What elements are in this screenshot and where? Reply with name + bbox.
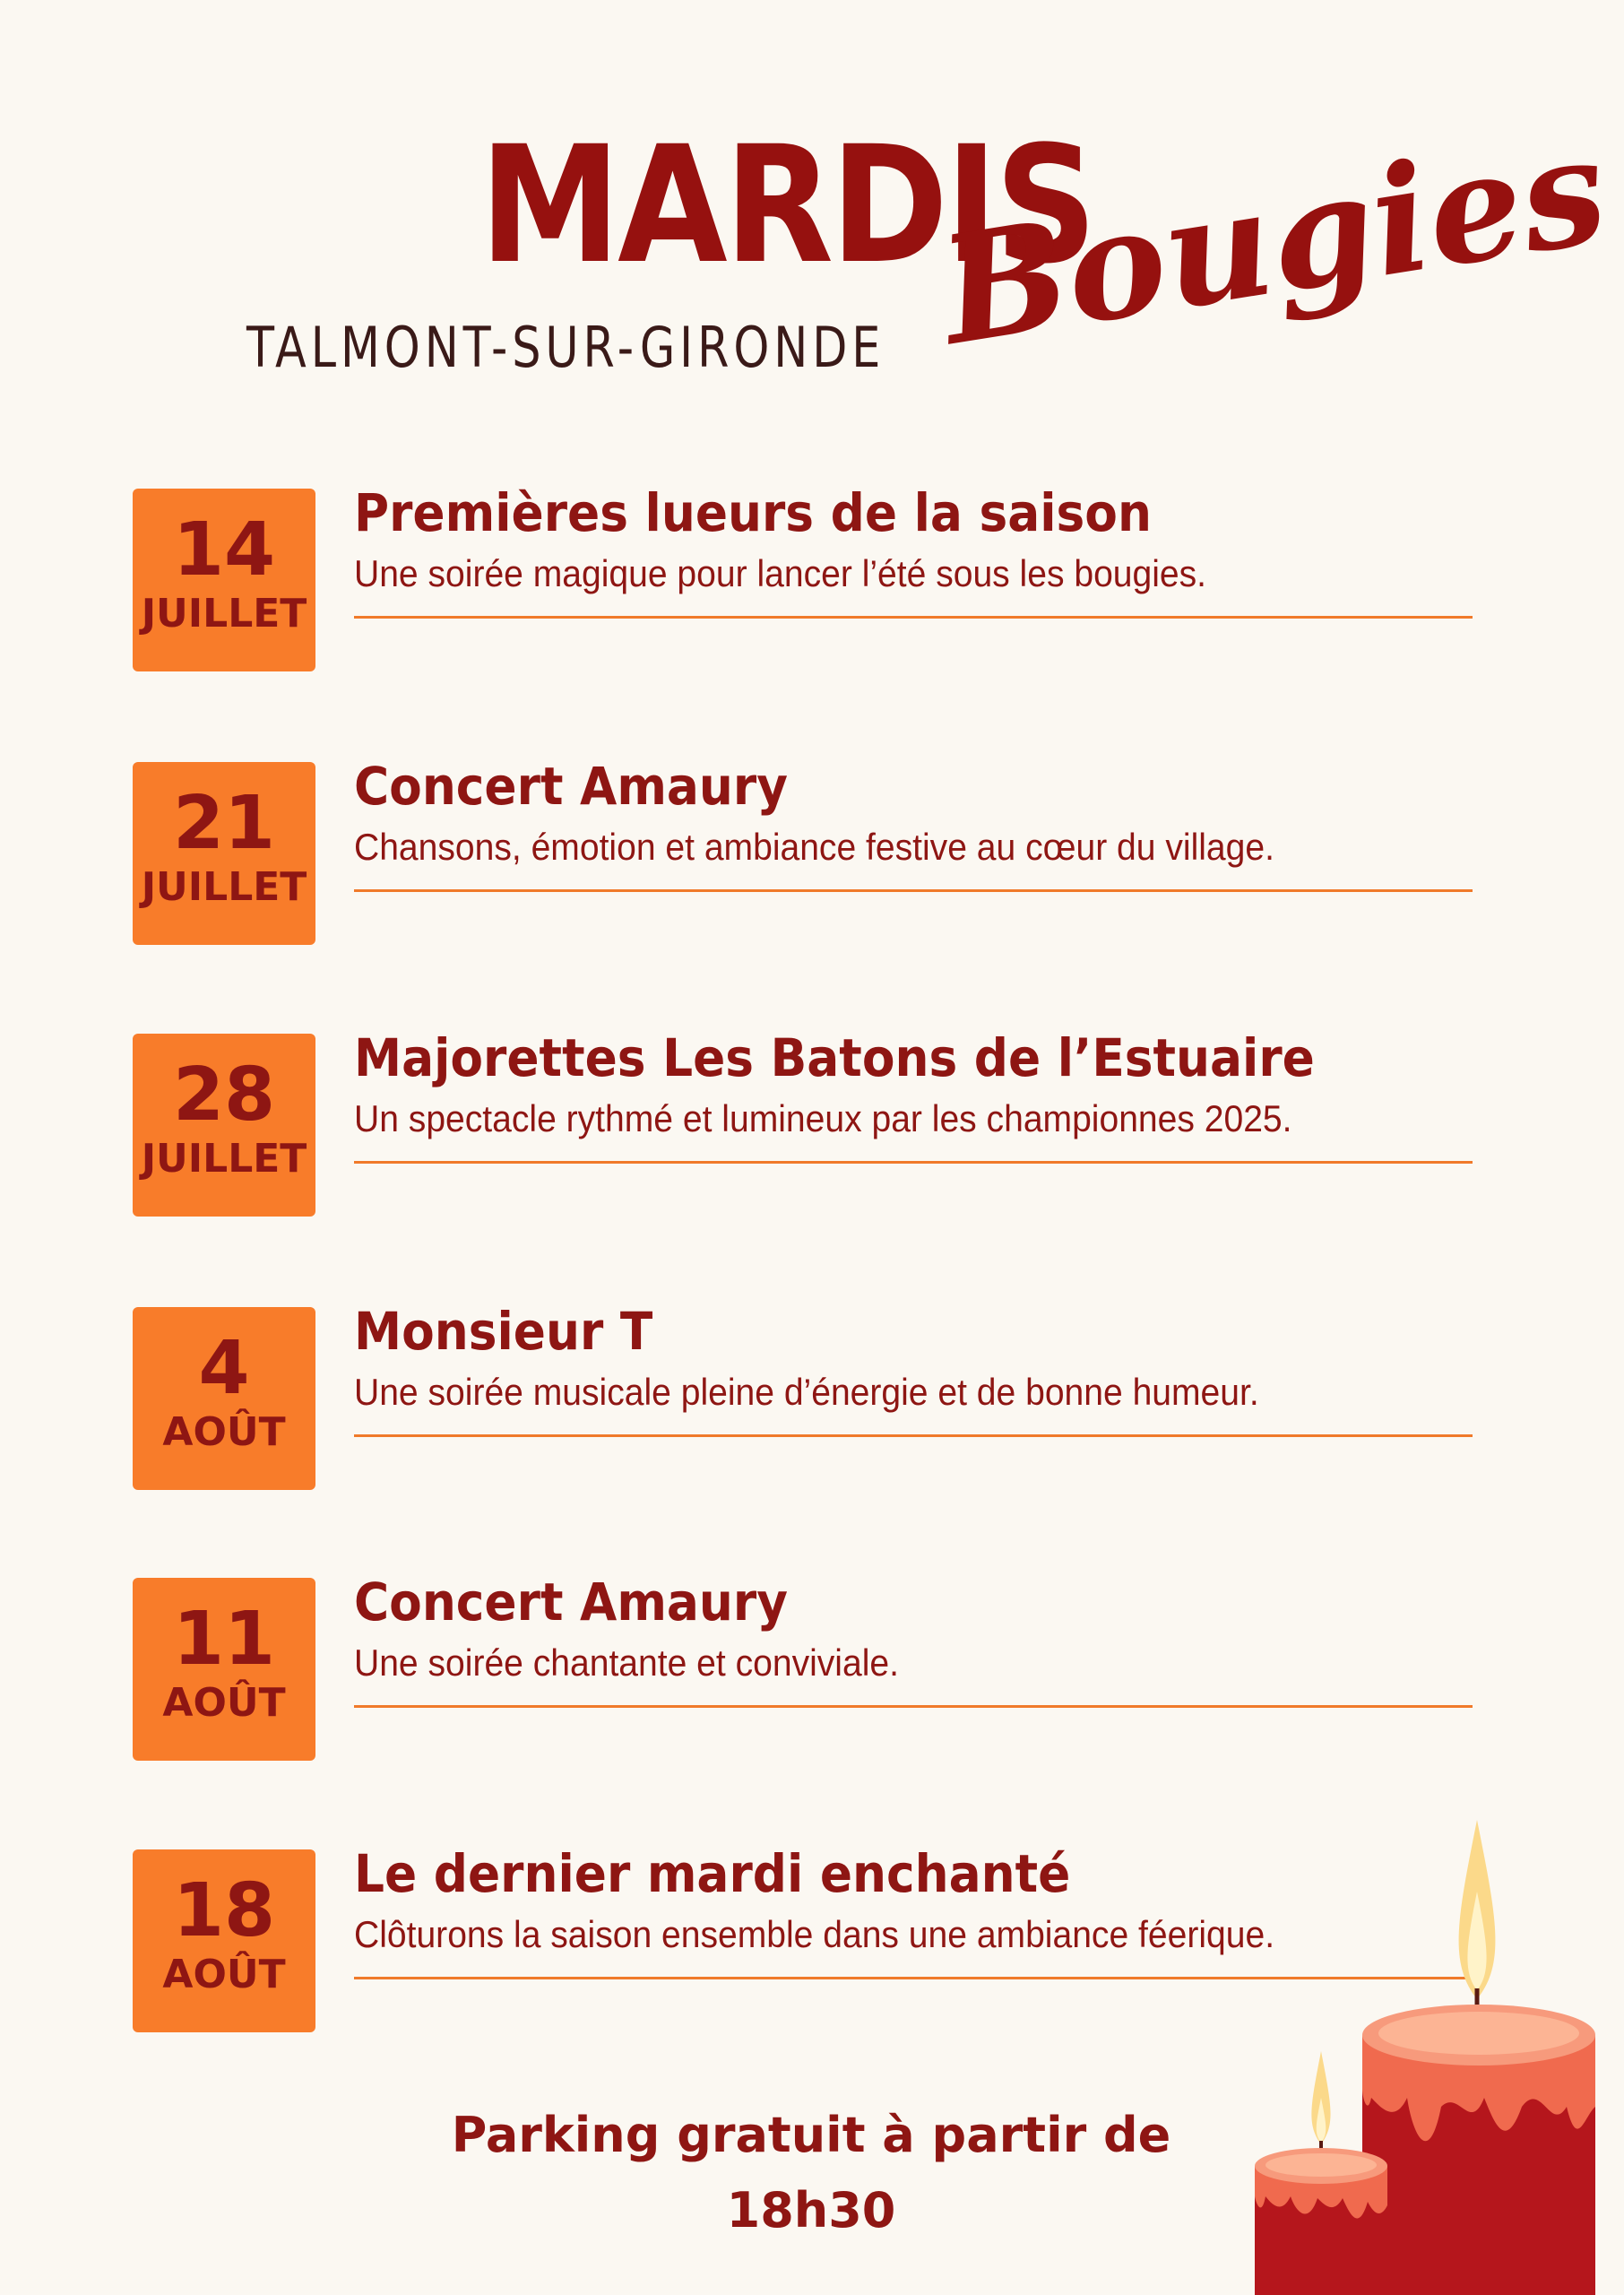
date-month: AOÛT bbox=[162, 1680, 286, 1726]
divider bbox=[354, 1161, 1473, 1164]
date-day: 14 bbox=[172, 507, 276, 593]
date-badge bbox=[133, 1849, 315, 2032]
event-description: Chansons, émotion et ambiance festive au cœur du village. bbox=[354, 826, 1274, 868]
event-description: Une soirée chantante et conviviale. bbox=[354, 1641, 899, 1684]
divider bbox=[354, 616, 1473, 619]
event-item bbox=[0, 482, 1624, 677]
big-flame-icon bbox=[1459, 1820, 1496, 2010]
divider bbox=[354, 1705, 1473, 1708]
event-title: Le dernier mardi enchanté bbox=[354, 1843, 1071, 1904]
date-badge bbox=[133, 1307, 315, 1490]
candles-illustration bbox=[1237, 1811, 1624, 2295]
event-title: Concert Amaury bbox=[354, 1572, 789, 1632]
event-title: Monsieur T bbox=[354, 1301, 653, 1362]
parking-time: 18h30 bbox=[726, 2182, 896, 2239]
event-item bbox=[0, 756, 1624, 950]
date-badge bbox=[133, 1034, 315, 1217]
event-item bbox=[0, 1027, 1624, 1222]
date-month: JUILLET bbox=[141, 864, 307, 910]
date-month: AOÛT bbox=[162, 1409, 286, 1455]
event-description: Une soirée magique pour lancer l’été sous les bougies. bbox=[354, 552, 1207, 594]
big-candle-icon bbox=[1362, 2005, 1595, 2295]
event-title: Concert Amaury bbox=[354, 756, 789, 817]
divider bbox=[354, 889, 1473, 892]
event-description: Clôturons la saison ensemble dans une ambiance féerique. bbox=[354, 1913, 1275, 1955]
event-description: Un spectacle rythmé et lumineux par les championnes 2025. bbox=[354, 1097, 1292, 1139]
date-day: 18 bbox=[172, 1868, 276, 1953]
divider bbox=[354, 1434, 1473, 1437]
event-title: Premières lueurs de la saison bbox=[354, 482, 1152, 543]
date-day: 21 bbox=[172, 781, 276, 866]
date-month: JUILLET bbox=[141, 1136, 307, 1182]
small-candle-icon bbox=[1255, 2148, 1387, 2295]
date-badge bbox=[133, 762, 315, 945]
event-item bbox=[0, 1572, 1624, 1766]
date-day: 11 bbox=[172, 1597, 276, 1682]
date-day: 28 bbox=[172, 1052, 276, 1138]
parking-line: Parking gratuit à partir de bbox=[451, 2107, 1171, 2163]
event-item bbox=[0, 1301, 1624, 1495]
small-flame-icon bbox=[1311, 2051, 1330, 2155]
date-badge bbox=[133, 489, 315, 671]
date-month: AOÛT bbox=[162, 1952, 286, 1997]
date-month: JUILLET bbox=[141, 591, 307, 637]
parking-notice bbox=[394, 2098, 1228, 2248]
event-title: Majorettes Les Batons de l’Estuaire bbox=[354, 1027, 1315, 1088]
title-bougies: Bougies bbox=[929, 101, 1618, 378]
event-description: Une soirée musicale pleine d’énergie et de bonne humeur. bbox=[354, 1371, 1259, 1413]
location-subtitle: TALMONT-SUR-GIRONDE bbox=[246, 315, 885, 380]
date-badge bbox=[133, 1578, 315, 1761]
date-day: 4 bbox=[198, 1326, 250, 1411]
title-mardis: MARDIS bbox=[479, 112, 1094, 299]
